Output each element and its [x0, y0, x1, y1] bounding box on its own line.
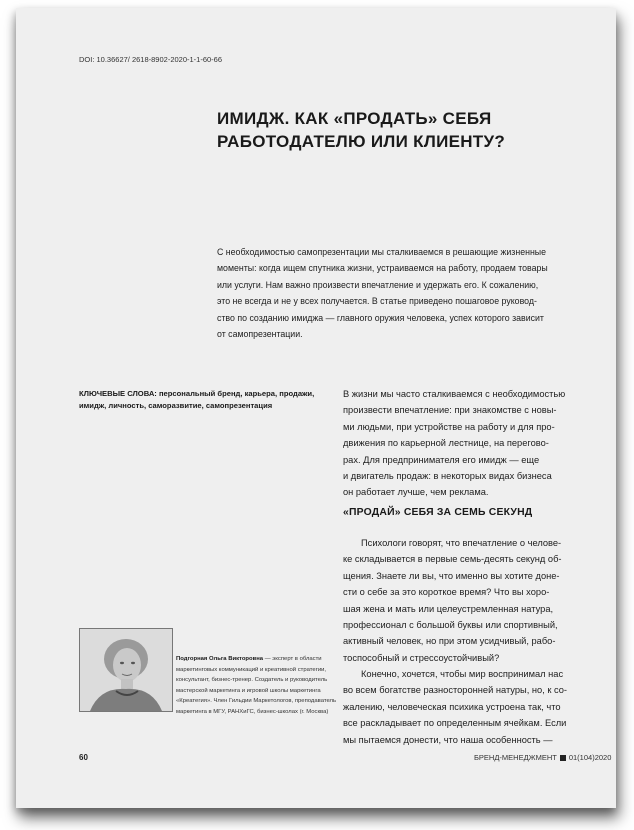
- article-lead: [217, 244, 617, 342]
- journal-name: БРЕНД-МЕНЕДЖМЕНТ: [474, 753, 557, 762]
- author-name: Подгорная Ольга Викторовна: [176, 656, 264, 662]
- body-line: Психологи говорят, что впечатление о челове-: [361, 538, 562, 548]
- body-line: Конечно, хочется, чтобы мир воспринимал нас: [361, 669, 564, 679]
- lead-line: от самопрезентации.: [217, 329, 303, 340]
- body-line: активный человек, но при этом усидчивый, рабо-: [343, 636, 556, 647]
- author-photo: [79, 628, 173, 712]
- author-portrait-image: [80, 629, 172, 711]
- lead-line: ство по созданию имиджа — главного оружия человека, успех которого зависит: [217, 312, 544, 323]
- paragraph-2: [343, 535, 613, 666]
- body-line: рах. Для предпринимателя его имидж — еще: [343, 454, 540, 465]
- lead-line: это не всегда и не у всех получается. В статье приведено пошаговое руковод-: [217, 296, 537, 307]
- body-line: жалению, человеческая психика устроена так, что: [343, 701, 561, 712]
- body-line: щения. Знаете ли вы, что именно вы хотите доне-: [343, 570, 560, 581]
- paragraph-3: [343, 666, 613, 748]
- keywords-text: имидж, личность, саморазвитие, самопрезентация: [79, 401, 273, 410]
- body-line: мы пытаемся донести, что наша особенность —: [343, 734, 553, 745]
- body-line: он работает лучше, чем реклама.: [343, 487, 489, 498]
- bio-line: маркетинга в МГУ, РАНХиГС, бизнес-школах (г. Москва): [176, 708, 329, 715]
- page-number: 60: [79, 753, 88, 762]
- intro-paragraph: [343, 386, 613, 501]
- lead-line: или услуги. Нам важно произвести впечатление и удержать его. К сожалению,: [217, 279, 539, 290]
- bio-line: «Креатегия». Член Гильдии Маркетологов, преподаватель: [176, 698, 337, 704]
- journal-footer: [474, 753, 611, 762]
- keywords-label: КЛЮЧЕВЫЕ СЛОВА:: [79, 389, 157, 398]
- title-line: ИМИДЖ. КАК «ПРОДАТЬ» СЕБЯ: [217, 109, 492, 128]
- journal-issue: 01(104)2020: [568, 753, 612, 762]
- body-line: движения по карьерной лестнице, на перегово-: [343, 438, 549, 449]
- square-separator-icon: [560, 755, 566, 761]
- title-line: РАБОТОДАТЕЛЮ ИЛИ КЛИЕНТУ?: [217, 132, 506, 151]
- keywords-block: [79, 388, 329, 412]
- bio-line: маркетинговых коммуникаций и креативной стратегии,: [176, 666, 327, 673]
- body-line: все раскладывает по определенным ячейкам. Если: [343, 718, 567, 729]
- doi-line: DOI: 10.36627/ 2618-8902-2020-1-1-60-66: [79, 55, 223, 64]
- section-heading: «ПРОДАЙ» СЕБЯ ЗА СЕМЬ СЕКУНД: [343, 507, 533, 518]
- body-line: и двигатель продаж: в некоторых видах бизнеса: [343, 471, 552, 482]
- article-title: [217, 107, 557, 153]
- body-line: произвести впечатление: при знакомстве с новы-: [343, 405, 557, 416]
- body-line: во всем богатстве разносторонней натуры, но, к со-: [343, 685, 568, 696]
- keywords-text: персональный бренд, карьера, продажи,: [156, 389, 315, 398]
- body-line: ке складывается в первые семь-десять секунд об-: [343, 554, 562, 565]
- bio-line: консультант, бизнес-тренер. Создатель и руководитель: [176, 677, 328, 683]
- author-bio: [176, 654, 346, 717]
- bio-line: мастерской маркетинга и игровой школы маркетинга: [176, 687, 321, 694]
- body-line: ми людьми, при устройстве на работу и для про-: [343, 421, 555, 432]
- body-line: шая жена и мать или целеустремленная натура,: [343, 603, 554, 614]
- lead-line: моменты: когда ищем спутника жизни, устраиваемся на работу, продаем товары: [217, 263, 548, 274]
- body-line: сти о себе за это короткое время? Что вы хоро-: [343, 587, 550, 598]
- lead-line: С необходимостью самопрезентации мы сталкиваемся в решающие жизненные: [217, 247, 547, 257]
- bio-text: — эксперт в области: [263, 656, 322, 662]
- body-line: профессионал с большой буквы или спортивный,: [343, 620, 558, 631]
- body-line: тоспособный и стрессоустойчивый?: [343, 652, 500, 663]
- body-line: В жизни мы часто сталкиваемся с необходимостью: [343, 389, 566, 399]
- journal-page: [16, 8, 616, 808]
